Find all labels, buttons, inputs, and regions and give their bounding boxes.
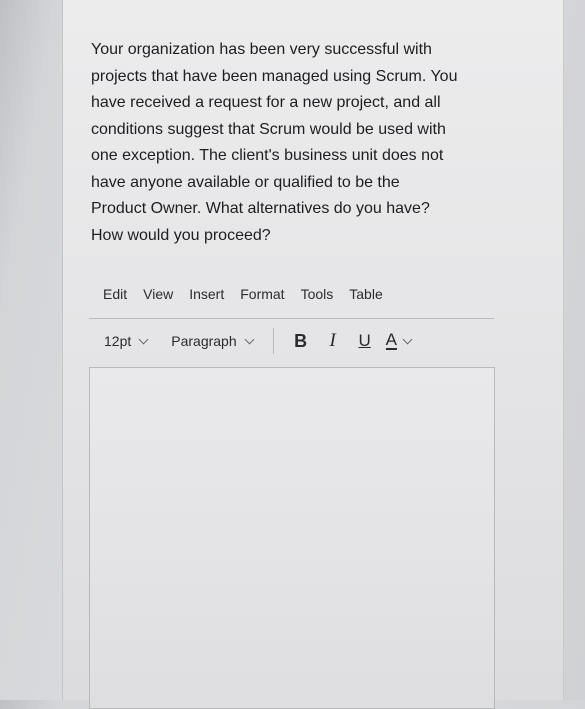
question-line: have received a request for a new project, and all bbox=[91, 94, 441, 111]
bold-button[interactable]: B bbox=[294, 330, 308, 351]
chevron-down-icon bbox=[403, 334, 413, 344]
menu-insert[interactable]: Insert bbox=[189, 286, 225, 302]
menu-edit[interactable]: Edit bbox=[103, 286, 128, 302]
question-line: Product Owner. What alternatives do you have? bbox=[91, 200, 430, 217]
underline-button[interactable]: U bbox=[358, 331, 371, 350]
font-size-select[interactable] bbox=[104, 333, 147, 349]
font-size-value: 12pt bbox=[104, 333, 132, 349]
editor-menubar bbox=[103, 286, 383, 302]
chevron-down-icon bbox=[139, 334, 149, 344]
text-color-icon: A bbox=[385, 330, 397, 349]
menu-table[interactable]: Table bbox=[349, 286, 383, 302]
editor-toolbar bbox=[104, 328, 411, 354]
question-text bbox=[91, 37, 491, 249]
question-line: conditions suggest that Scrum would be used with bbox=[91, 120, 446, 138]
question-line: Your organization has been very successful with bbox=[91, 41, 432, 58]
menubar-divider bbox=[89, 318, 494, 319]
text-color-button[interactable] bbox=[386, 332, 411, 350]
menu-tools[interactable]: Tools bbox=[300, 286, 334, 302]
menu-view[interactable]: View bbox=[143, 286, 174, 302]
question-line: projects that have been managed using Scrum. You bbox=[91, 67, 458, 85]
question-line: one exception. The client's business unit does not bbox=[91, 147, 444, 164]
block-format-value: Paragraph bbox=[171, 333, 237, 349]
block-format-select[interactable] bbox=[171, 333, 252, 349]
toolbar-separator bbox=[273, 328, 274, 354]
question-line: How would you proceed? bbox=[91, 226, 271, 244]
italic-button[interactable]: I bbox=[329, 330, 336, 351]
question-line: have anyone available or qualified to be the bbox=[91, 173, 400, 191]
menu-format[interactable]: Format bbox=[240, 286, 285, 302]
answer-editor[interactable] bbox=[89, 367, 495, 709]
chevron-down-icon bbox=[244, 334, 254, 344]
